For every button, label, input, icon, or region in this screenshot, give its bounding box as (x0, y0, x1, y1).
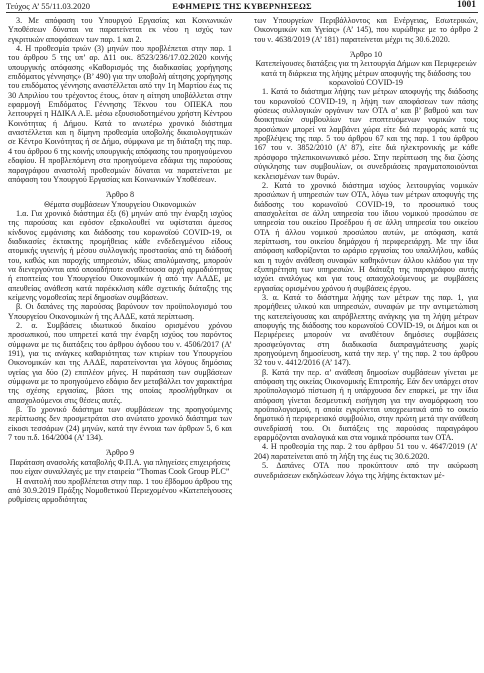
page-number: 1001 (457, 0, 476, 10)
paragraph: Η ανατολή που προβλέπεται στην παρ. 1 του έβδομου άρθρου της από 30.9.2019 Πράξης Νομοθετικού Περιεχομένου «Κατεπείγουσες ρυθμίσεις αρμοδιότητας (8, 476, 232, 505)
paragraph: 2. α. Συμβάσεις ιδιωτικού δικαίου ορισμένου χρόνου προσωπικού, που υπηρετεί κατά την έναρξη ισχύος του παρόντος σύμφωνα με τις διατάξεις του άρθρου όγδοου του ν. 4506/2017 (Α’ 191), για τις ανάγκες καθαριότητας των κτιρίων του Υπουργείου Οικονομικών και της ΑΑΔΕ, παρατείνονται για λόγους δημόσιας υγείας για δύο (2) επιπλέον μήνες. Η παράταση των συμβάσεων σύμφωνα με το προηγούμενο εδάφιο δεν μεταβάλλει τον χαρακτήρα της σχέσης εργασίας, βάσει της οποίας προσλήφθηκαν οι απασχολούμενοι στις θέσεις αυτές. (8, 321, 232, 405)
paragraph: 3. Με απόφαση του Υπουργού Εργασίας και Κοινωνικών Υποθέσεων δύναται να παρατείνεται εκ νέου η ισχύς των εγκριτικών αποφάσεων των παρ. 1 και 2. (8, 16, 232, 44)
gazette-title: ΕΦΗΜΕΡΙΣ ΤΗΣ ΚΥΒΕΡΝΗΣΕΩΣ (172, 1, 312, 11)
article-heading: Άρθρο 9 (105, 448, 135, 458)
article-heading: Άρθρο 8 (105, 190, 135, 200)
paragraph: 1.α. Για χρονικό διάστημα έξι (6) μηνών από την έναρξη ισχύος της παρούσας και εφόσον εξακολουθεί να υφίσταται άμεσος κίνδυνος εμφάνισης και διάδοσης του κορωνοϊού COVID-19, οι διαδικασίες έκτακτης προμήθειας κάθε ενδεδειγμένου είδους ατομικής υγιεινής ή μέσου συλλογικής προστασίας από τη διάδοσή του, καθώς και παροχής υπηρεσιών, ιδίως απολύμανσης, μπορούν να διενεργούνται από οποιαδήποτε αναθέτουσα αρχή αρμοδιότητας ή εποπτείας του Υπουργείου Οικονομικών ή από την ΑΑΔΕ, με απευθείας ανάθεση κατά παρέκκλιση κάθε σχετικής διάταξης της κείμενης νομοθεσίας περί δημοσίων συμβάσεων. (8, 208, 232, 302)
right-column (254, 16, 478, 480)
paragraph: 4. Η προθεσμία τριών (3) μηνών που προβλέπεται στην παρ. 1 του άρθρου 5 της υπ’ αρ. Δ11 οικ. 8523/236/17.02.2020 κοινής υπουργικής απόφασης «Καθορισμός της διαδικασίας χορήγησης επιδόματος γέννησης» (Β’ 490) για την υποβολή αίτησης χορήγησης του επιδόματος γέννησης αναστέλλεται από την 1η Μαρτίου έως τις 30 Απριλίου του τρέχοντος έτους, όταν η αίτηση υποβάλλεται στην εφαρμογή Επιδόματος Γέννησης Τέκνου του ΟΠΕΚΑ που λειτουργεί η ΗΔΙΚΑ Α.Ε. μέσω εξουσιοδοτημένου χρήστη Κέντρου Κοινότητας ή Δήμου. Κατά το ανωτέρω χρονικό διάστημα αναστέλλεται και η δίμηνη προθεσμία υποβολής δικαιολογητικών σε Κέντρο Κοινότητας ή σε Δήμο, σύμφωνα με τη διάταξη της παρ. 4 του άρθρου 6 της κοινής υπουργικής απόφασης του προηγούμενου εδαφίου. Η προβλεπόμενη στα προηγούμενα εδάφια της παρούσας παραγράφου αναστολή προθεσμιών δύναται να παρατείνεται με απόφαση του Υπουργού Εργασίας και Κοινωνικών Υποθέσεων. (8, 44, 232, 184)
article-heading: Άρθρο 10 (349, 50, 383, 60)
article-title: Θέματα συμβάσεων Υπουργείου Οικονομικών (44, 199, 196, 209)
left-column (8, 16, 232, 505)
paragraph: 1. Κατά το διάστημα λήψης των μέτρων αποφυγής της διάδοσης του κορωνοϊού COVID-19, η λήψη των αποφάσεων των πάσης φύσεως συλλογικών οργάνων των ΟΤΑ α’ και β’ βαθμού και των διοικητικών συμβουλίων των εποπτευόμενων νομικών τους προσώπων μπορεί να λαμβάνει χώρα είτε διά περιφοράς κατά τις προβλέψεις της παρ. 5 του άρθρου 67 και της παρ. 1 του άρθρου 167 του ν. 3852/2010 (Α’ 87), είτε διά ηλεκτρονικής με κάθε πρόσφορο τηλεπικοινωνιακό μέσο. Στην περίπτωση της δια ζώσης σύγκλησης των συμβουλίων, οι συνεδριάσεις πραγματοποιούνται κεκλεισμένων των θυρών. (254, 87, 478, 181)
paragraph: 4. Η προθεσμία της παρ. 2 του άρθρου 51 του ν. 4647/2019 (Α’ 204) παρατείνεται από τη λήξη της έως τις 30.6.2020. (254, 442, 478, 461)
article-title: Κατεπείγουσες διατάξεις για τη λειτουργία Δήμων και Περιφερειών κατά τη διάρκεια της λήψης μέτρων αποφυγής της διάδοσης του κορωνοϊού COVID-19 (255, 59, 477, 88)
paragraph: β. Κατά την περ. α’ ανάθεση δημοσίων συμβάσεων γίνεται με απόφαση της οικείας Οικονομικής Επιτροπής. Εάν δεν υπάρχει στον προϋπολογισμό πίστωση ή η υπάρχουσα δεν επαρκεί, με την ίδια απόφαση γίνεται δεσμευτική εισήγηση για την αναμόρφωση του προϋπολογισμού, η οποία εγκρίνεται υποχρεωτικά από το οικείο δημοτικό ή περιφερειακό συμβούλιο, στην πρώτη μετά την ανάθεση συνεδρίασή του. Οι διατάξεις της παρούσας παραγράφου εφαρμόζονται αναλογικά και στα νομικά πρόσωπα των ΟΤΑ. (254, 367, 478, 443)
paragraph: 5. Δαπάνες ΟΤΑ που προκύπτουν από την ακύρωση συνεδριάσεων εκδηλώσεων λόγω της λήψης έκτακτων μέ- (254, 461, 478, 480)
paragraph: των Υπουργείων Περιβάλλοντος και Ενέργειας, Εσωτερικών, Οικονομικών και Υγείας» (Α’ 145), που κυρώθηκε με το άρθρο 2 του ν. 4638/2019 (Α’ 181) παρατείνεται μέχρι τις 30.6.2020. (254, 16, 478, 44)
paragraph: 3. α. Κατά το διάστημα λήψης των μέτρων της παρ. 1, για προμήθειες υλικού και υπηρεσιών, συναφών με την αντιμετώπιση της κατεπείγουσας και απρόβλεπτης ανάγκης για τη λήψη μέτρων αποφυγής της διάδοσης του κορωνοϊού COVID-19, οι Δήμοι και οι Περιφέρειες μπορούν να αναθέτουν δημόσιες συμβάσεις προσφεύγοντας στη διαδικασία διαπραγμάτευσης χωρίς προηγούμενη δημοσίευση, κατά την περ. γ’ της παρ. 2 του άρθρου 32 του ν. 4412/2016 (Α’ 147). (254, 292, 478, 368)
header-rule (6, 12, 478, 13)
paragraph: β. Το χρονικό διάστημα των συμβάσεων της προηγούμενης περίπτωσης δεν προσμετράται στο ανώτατο χρονικό διάστημα των είκοσι τεσσάρων (24) μηνών, κατά την έννοια των άρθρων 5, 6 και 7 του π.δ. 164/2004 (Α’ 134). (8, 405, 232, 443)
paragraph: 2. Κατά το χρονικό διάστημα ισχύος λειτουργίας νομικών προσώπων ή υπηρεσιών των ΟΤΑ, λόγω των μέτρων αποφυγής της διάδοσης του κορωνοϊού COVID-19, το προσωπικό τους απασχολείται σε άλλη υπηρεσία του ίδιου νομικού προσώπου σε υπηρεσία του οικείου Προέδρου ή σε άλλη υπηρεσία του οικείου ΟΤΑ ή άλλου νομικού προσώπου αυτών, με απόφαση, κατά περίπτωση, του οικείου δημάρχου ή περιφερειάρχη. Με την ίδια απόφαση καθορίζονται το ωράριο εργασίας του υπαλλήλου, καθώς και η τυχόν ανάθεση συναφών καθηκόντων άλλου κλάδου για την εξυπηρέτηση των υπηρεσιών. Η διάταξη της παραγράφου αυτής ισχύει αναλόγως και για τους απασχολούμενους με συμβάσεις εργασίας ορισμένου χρόνου ή συμβάσεις έργου. (254, 180, 478, 293)
page-header (0, 0, 484, 14)
issue-label: Τεύχος A’ 55/11.03.2020 (6, 1, 91, 11)
article-title: Παράταση ανασολής καταβολής Φ.Π.Α. για πληγείσες επιχειρήσεις που είχαν συναλλαγές με την εταιρεία “Thomas Cook Group PLC” (9, 457, 231, 477)
paragraph: β. Οι δαπάνες της παρούσας βαρύνουν τον προϋπολογισμό του Υπουργείου Οικονομικών ή της ΑΑΔΕ, κατά περίπτωση. (8, 302, 232, 321)
